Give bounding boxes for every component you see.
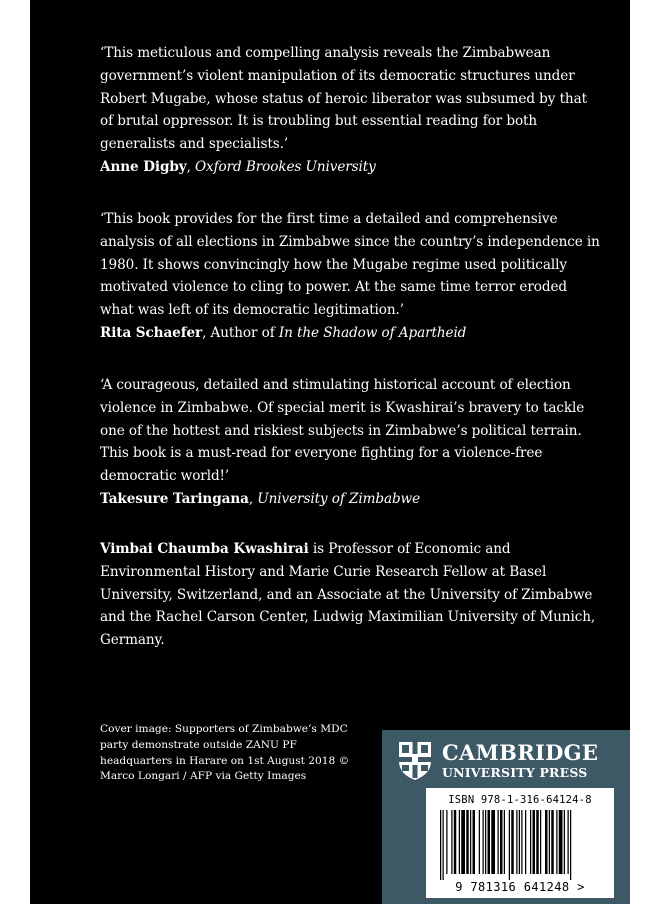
- review-quote-3: [100, 374, 600, 511]
- attribution-separator: ,: [202, 324, 211, 341]
- author-name: Vimbai Chaumba Kwashirai: [100, 541, 309, 557]
- reviewer-name: Takesure Taringana: [100, 490, 249, 507]
- author-bio: [100, 538, 600, 652]
- isbn-barcode: [426, 788, 614, 898]
- author-bio-body: is Professor of Economic and Environmental History and Marie Curie Research Fellow at Basel University, Switzerland, and an Associate at the University of Zimbabwe and the Rachel Carson Center, Ludwig Maximilian University of Munich, Germany.: [100, 541, 596, 649]
- attribution-separator: ,: [248, 490, 258, 507]
- review-quote-1: [100, 42, 600, 179]
- barcode-icon: [434, 810, 606, 880]
- reviewer-affiliation: In the Shadow of Apartheid: [278, 324, 467, 341]
- reviewer-affiliation: University of Zimbabwe: [257, 490, 421, 507]
- quote-attribution: [100, 322, 600, 345]
- reviewer-affiliation: Oxford Brookes University: [195, 158, 376, 175]
- reviewer-name: Rita Schaefer: [100, 324, 203, 341]
- review-quote-2: [100, 208, 600, 345]
- attribution-separator: ,: [186, 158, 196, 175]
- cover-image-credit: Cover image: Supporters of Zimbabwe’s MDC party demonstrate outside ZANU PF headquarters in Harare on 1st August 2018 © Marco Longari / AFP via Getty Images: [100, 723, 350, 783]
- publisher-subname: UNIVERSITY PRESS: [442, 765, 588, 780]
- isbn-label: ISBN 978-1-316-64124-8: [448, 794, 592, 806]
- author-bio-text: [100, 538, 600, 652]
- publisher-name: CAMBRIDGE: [442, 740, 599, 765]
- quote-attribution: [100, 156, 600, 179]
- publisher-panel: [382, 730, 630, 904]
- back-cover: [30, 0, 630, 904]
- reviewer-name: Anne Digby: [100, 158, 187, 175]
- reviewer-role: Author of: [210, 324, 279, 341]
- quote-text: ‘This meticulous and compelling analysis reveals the Zimbabwean government’s violent manipulation of its democratic structures under Robert Mugabe, whose status of heroic liberator was subsumed by that of brutal oppressor. It is troubling but essential reading for both generalists and specialists.’: [100, 45, 587, 153]
- quote-text: ‘This book provides for the first time a detailed and comprehensive analysis of all elections in Zimbabwe since the country’s independence in 1980. It shows convincingly how the Mugabe regime used politically motivated violence to cling to power. At the same time terror eroded what was left of its democratic legitimation.’: [100, 211, 600, 319]
- ean-digits: 9 781316 641248 >: [455, 880, 585, 894]
- quote-text: ‘A courageous, detailed and stimulating historical account of election violence in Zimbabwe. Of special merit is Kwashirai’s bravery to tackle one of the hottest and riskiest subjects in Zimbabwe’s political terrain. This book is a must-read for everyone fighting for a violence-free democratic world!’: [100, 377, 585, 485]
- quote-attribution: [100, 488, 600, 511]
- cambridge-crest-icon: [398, 741, 432, 781]
